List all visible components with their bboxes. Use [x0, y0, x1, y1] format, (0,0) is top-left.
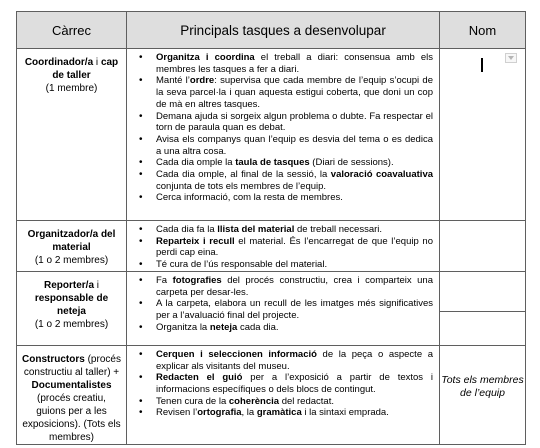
- bold-text: cap de taller: [52, 57, 119, 81]
- header-role: Càrrec: [17, 12, 127, 49]
- role-cell: [17, 49, 127, 221]
- text-run: cada dia.: [237, 321, 279, 333]
- header-name: Nom: [440, 12, 526, 49]
- bold-text: valoració coavaluativa: [330, 169, 434, 181]
- table-row: [17, 221, 526, 272]
- text-run: Revisen l’: [156, 407, 198, 419]
- text-run: per a l’exposició a partir de textos i informacions específiques o dels blocs de contingut.: [156, 372, 434, 395]
- bullet-icon: •: [139, 133, 143, 145]
- list-item: [132, 111, 433, 134]
- text-run: el material. És l’encarregat de que l’equip no perdi cap eina.: [156, 235, 433, 259]
- task-list: [132, 275, 433, 334]
- tasks-cell: [127, 49, 440, 221]
- name-cell[interactable]: [440, 271, 526, 345]
- list-item: [132, 134, 433, 157]
- list-item: [132, 259, 433, 271]
- text-run: Tenen cura de la: [156, 395, 229, 407]
- text-run: Manté l’: [156, 75, 190, 87]
- name-value: Tots els membres de l’equip: [441, 373, 524, 400]
- list-item: [132, 192, 433, 204]
- list-item: [132, 396, 433, 408]
- bullet-icon: •: [139, 52, 143, 63]
- list-item: [132, 298, 433, 321]
- list-item: [132, 157, 433, 169]
- bullet-icon: •: [139, 274, 143, 286]
- tasks-cell: [127, 345, 440, 444]
- bullet-icon: •: [139, 298, 143, 310]
- text-run: (Diari de sessions).: [309, 157, 394, 169]
- bold-text: Reparteix i recull: [156, 235, 235, 247]
- bullet-icon: •: [139, 259, 143, 271]
- bold-text: Constructors: [22, 353, 85, 365]
- text-run: del redactat.: [279, 395, 334, 407]
- task-list: [132, 224, 433, 271]
- name-cell[interactable]: [440, 49, 526, 221]
- text-run: (procés creatiu, guions per a les exposicions). (Tots els membres): [22, 392, 121, 443]
- bold-text: Cerquen i seleccionen informació: [156, 348, 317, 360]
- task-list: [132, 349, 433, 419]
- bullet-icon: •: [139, 224, 143, 235]
- list-item: [132, 169, 433, 192]
- list-item: [132, 275, 433, 298]
- roles-table: [16, 11, 526, 445]
- text-run: Cada dia fa la: [156, 224, 218, 235]
- text-run: Organitza la: [156, 321, 210, 333]
- role-cell: [17, 221, 127, 272]
- bold-text: ortografia: [197, 407, 242, 419]
- bold-text: Organitzador/a del material: [27, 229, 116, 253]
- text-run: de treball necessari.: [294, 224, 383, 235]
- list-item: [132, 322, 433, 334]
- bold-text: taula de tasques: [235, 157, 310, 169]
- list-item: [132, 224, 433, 236]
- tasks-cell: [127, 221, 440, 272]
- text-run: (1 o 2 membres): [34, 255, 109, 266]
- bullet-icon: •: [139, 110, 143, 122]
- text-run: (procés constructiu al taller) +: [23, 353, 121, 378]
- list-item: [132, 52, 433, 75]
- bold-text: Organitza i coordina: [156, 52, 255, 63]
- text-run: conjunta de tots els membres de l’equip.: [156, 180, 327, 192]
- bold-text: gramàtica: [256, 407, 302, 419]
- text-run: el treball a diari: consensua amb els membres les tasques a fer a diari.: [156, 52, 433, 75]
- bold-text: Redacten el guió: [156, 372, 243, 384]
- list-item: [132, 236, 433, 259]
- text-run: del procés constructiu, crea i comparteix una carpeta per desar-les.: [156, 274, 433, 298]
- text-run: Cada dia omple la: [156, 157, 236, 169]
- tasks-cell: [127, 271, 440, 345]
- table-row: [17, 271, 526, 345]
- role-cell: [17, 271, 127, 345]
- bullet-icon: •: [139, 395, 143, 407]
- bold-text: Reporter/a: [43, 279, 94, 291]
- dropdown-arrow-icon[interactable]: [505, 53, 517, 63]
- bold-text: coherència: [228, 395, 280, 407]
- bold-text: fotografies: [172, 274, 222, 286]
- bullet-icon: •: [139, 169, 143, 181]
- bullet-icon: •: [139, 407, 143, 419]
- text-run: : supervisa que cada membre de l’equip s’ocupi de la seva parcel·la i quan aquesta estigui coberta, que doni un cop de mà en altres tasques.: [156, 75, 433, 110]
- table-row: [17, 49, 526, 221]
- header-tasks: Principals tasques a desenvolupar: [127, 12, 440, 49]
- text-run: Fa: [156, 274, 173, 286]
- bullet-icon: •: [139, 235, 143, 247]
- bold-text: Documentalistes: [31, 379, 112, 391]
- text-run: i: [94, 279, 99, 291]
- list-item: [132, 75, 433, 110]
- text-run: (1 o 2 membres): [34, 318, 109, 330]
- text-run: i: [93, 57, 101, 68]
- bold-text: neteja: [209, 321, 238, 333]
- name-subdivider: [440, 311, 525, 312]
- bullet-icon: •: [139, 75, 143, 87]
- text-run: Avisa els companys quan l’equip es desvia del tema o es dedica a una altra cosa.: [156, 133, 433, 157]
- list-item: [132, 407, 433, 419]
- bold-text: responsable de neteja: [34, 292, 109, 317]
- bullet-icon: •: [139, 321, 143, 333]
- name-cell[interactable]: [440, 345, 526, 444]
- text-run: , la: [241, 407, 257, 419]
- text-run: (1 membre): [45, 83, 98, 94]
- header-row: [17, 12, 526, 49]
- bold-text: ordre: [189, 75, 215, 87]
- text-run: de la peça o aspecte a explicar als visitants del museu.: [156, 348, 433, 372]
- bullet-icon: •: [139, 192, 143, 204]
- list-item: [132, 349, 433, 372]
- bullet-icon: •: [139, 348, 143, 360]
- text-run: i la sintaxi emprada.: [301, 407, 389, 419]
- text-run: Cada dia omple, al final de la sessió, la: [156, 169, 331, 181]
- text-run: A la carpeta, elabora un recull de les imatges més significatives per a l’avaluació final del projecte.: [156, 298, 433, 321]
- bullet-icon: •: [139, 157, 143, 169]
- text-cursor: [481, 58, 483, 72]
- list-item: [132, 372, 433, 395]
- bullet-icon: •: [139, 372, 143, 384]
- text-run: Té cura de l’ús responsable del material.: [156, 259, 328, 271]
- text-run: Demana ajuda si sorgeix algun problema o dubte. Fa respectar el torn de paraula quan es debat.: [156, 110, 433, 134]
- bold-text: llista del material: [217, 224, 295, 235]
- task-list: [132, 52, 433, 204]
- role-cell: [17, 345, 127, 444]
- bold-text: Coordinador/a: [24, 57, 94, 68]
- name-cell[interactable]: [440, 221, 526, 272]
- table-row: [17, 345, 526, 444]
- text-run: Cerca informació, com la resta de membres.: [156, 192, 343, 204]
